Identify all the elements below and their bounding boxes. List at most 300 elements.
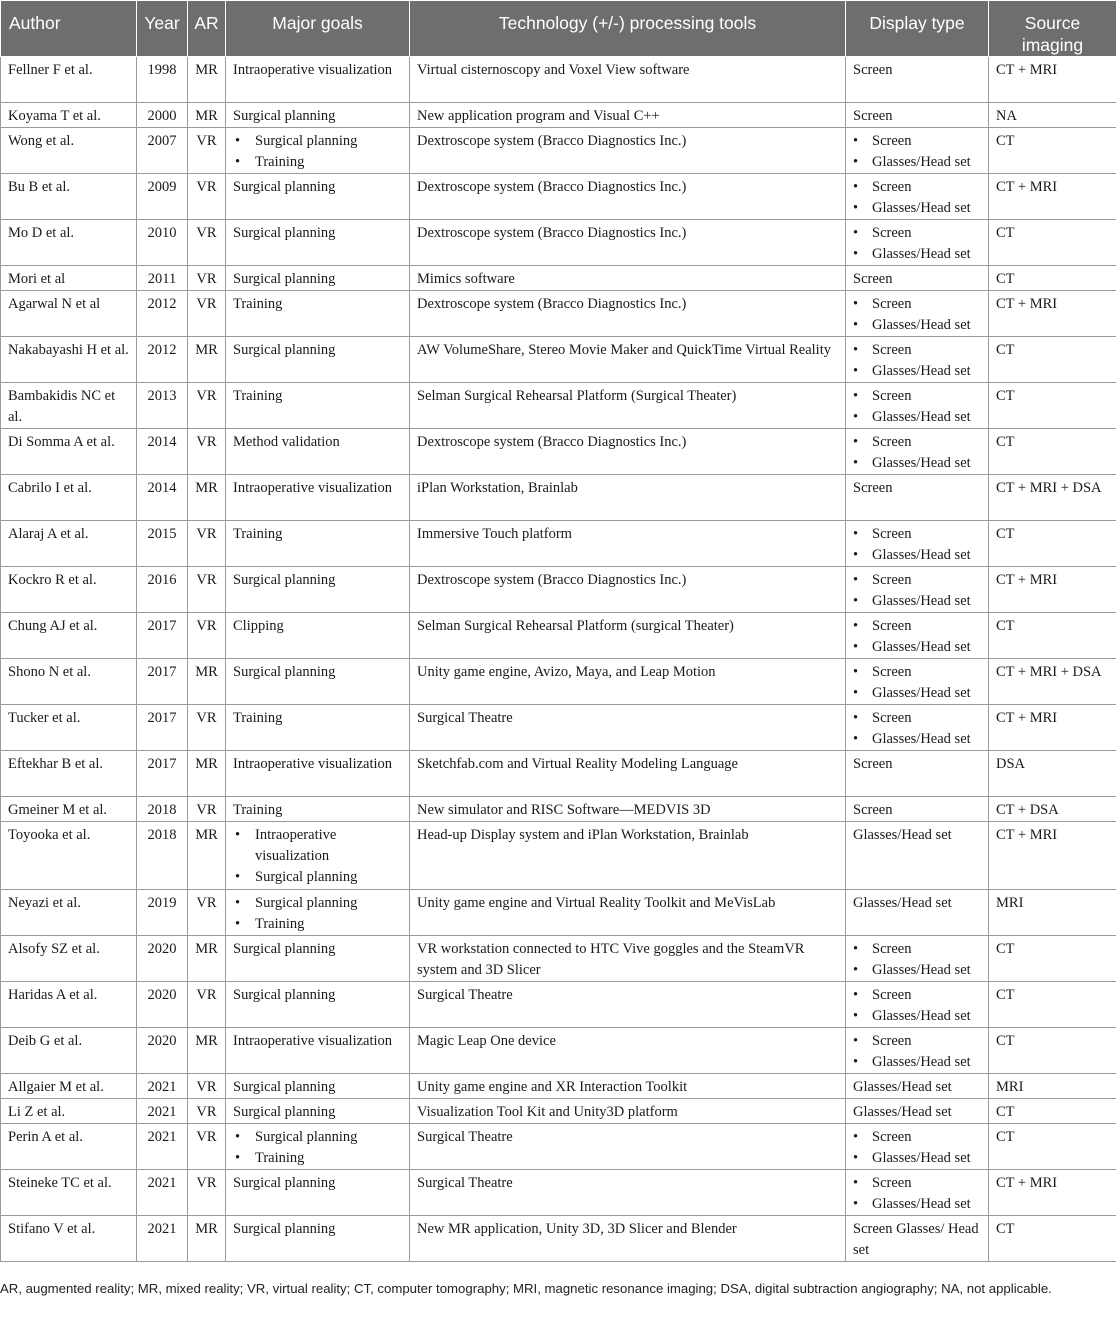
author-cell: Perin A et al.	[1, 1124, 137, 1170]
year-cell: 2011	[137, 266, 188, 291]
author-cell: Toyooka et al.	[1, 822, 137, 890]
ar-cell: VR	[188, 383, 226, 429]
technology-cell: Mimics software	[410, 266, 846, 291]
goals-cell	[226, 705, 410, 751]
author-cell: Shono N et al.	[1, 659, 137, 705]
table-row	[1, 890, 1116, 936]
ar-cell: VR	[188, 613, 226, 659]
header-ar: AR	[188, 1, 226, 57]
display-cell-list	[853, 1127, 982, 1169]
year-cell: 2021	[137, 1170, 188, 1216]
display-cell	[846, 57, 989, 103]
header-year: Year	[137, 1, 188, 57]
display-cell	[846, 291, 989, 337]
goals-cell	[226, 1124, 410, 1170]
table-row	[1, 1124, 1116, 1170]
table-row	[1, 174, 1116, 220]
display-cell	[846, 103, 989, 128]
source-cell: CT + DSA	[989, 797, 1116, 822]
goals-cell-item: • Surgical planning	[233, 131, 403, 152]
goals-cell	[226, 174, 410, 220]
author-cell: Alsofy SZ et al.	[1, 936, 137, 982]
table-row	[1, 266, 1116, 291]
display-cell	[846, 1074, 989, 1099]
year-cell: 2021	[137, 1216, 188, 1262]
ar-cell: VR	[188, 429, 226, 475]
technology-cell: VR workstation connected to HTC Vive goggles and the SteamVR system and 3D Slicer	[410, 936, 846, 982]
display-cell	[846, 220, 989, 266]
technology-cell: Unity game engine and Virtual Reality Toolkit and MeVisLab	[410, 890, 846, 936]
author-cell: Kockro R et al.	[1, 567, 137, 613]
display-cell-item: Screen	[853, 271, 893, 287]
table-row	[1, 103, 1116, 128]
goals-cell-item: Surgical planning	[233, 1221, 336, 1237]
display-cell	[846, 1028, 989, 1074]
technology-cell: New application program and Visual C++	[410, 103, 846, 128]
technology-cell: Dextroscope system (Bracco Diagnostics Inc.)	[410, 567, 846, 613]
table-row	[1, 659, 1116, 705]
goals-cell-item: Training	[233, 710, 283, 726]
ar-cell: MR	[188, 1216, 226, 1262]
display-cell-list	[853, 131, 982, 173]
author-cell: Alaraj A et al.	[1, 521, 137, 567]
goals-cell	[226, 103, 410, 128]
goals-cell-item: Surgical planning	[233, 271, 336, 287]
display-cell-item: • Glasses/Head set	[853, 453, 982, 474]
author-cell: Steineke TC et al.	[1, 1170, 137, 1216]
display-cell-item: • Glasses/Head set	[853, 637, 982, 658]
display-cell-item: • Screen	[853, 177, 982, 198]
goals-cell	[226, 475, 410, 521]
goals-cell-item: • Surgical planning	[233, 893, 403, 914]
year-cell: 2021	[137, 1099, 188, 1124]
technology-cell: Dextroscope system (Bracco Diagnostics Inc.)	[410, 128, 846, 174]
source-cell: CT	[989, 982, 1116, 1028]
table-row	[1, 822, 1116, 890]
goals-cell-item: Training	[233, 526, 283, 542]
technology-cell: Head-up Display system and iPlan Workstation, Brainlab	[410, 822, 846, 890]
technology-cell: Visualization Tool Kit and Unity3D platform	[410, 1099, 846, 1124]
year-cell: 2019	[137, 890, 188, 936]
display-cell-item: Glasses/Head set	[853, 827, 952, 843]
table-row	[1, 429, 1116, 475]
ar-cell: VR	[188, 1099, 226, 1124]
display-cell-item: • Glasses/Head set	[853, 152, 982, 173]
display-cell-item: Screen	[853, 480, 893, 496]
display-cell	[846, 822, 989, 890]
year-cell: 2021	[137, 1074, 188, 1099]
display-cell	[846, 337, 989, 383]
year-cell: 2015	[137, 521, 188, 567]
display-cell-item: Screen	[853, 62, 893, 78]
year-cell: 2020	[137, 936, 188, 982]
year-cell: 2007	[137, 128, 188, 174]
goals-cell	[226, 57, 410, 103]
display-cell-item: • Glasses/Head set	[853, 729, 982, 750]
author-cell: Allgaier M et al.	[1, 1074, 137, 1099]
goals-cell-item: • Training	[233, 152, 403, 173]
goals-cell-item: • Surgical planning	[233, 1127, 403, 1148]
year-cell: 2012	[137, 291, 188, 337]
year-cell: 2014	[137, 475, 188, 521]
ar-cell: VR	[188, 521, 226, 567]
display-cell-item: • Screen	[853, 432, 982, 453]
display-cell-item: • Glasses/Head set	[853, 198, 982, 219]
technology-cell: Dextroscope system (Bracco Diagnostics Inc.)	[410, 429, 846, 475]
display-cell-item: • Glasses/Head set	[853, 960, 982, 981]
table-row	[1, 128, 1116, 174]
ar-cell: MR	[188, 936, 226, 982]
author-cell: Haridas A et al.	[1, 982, 137, 1028]
goals-cell	[226, 1028, 410, 1074]
goals-cell	[226, 1074, 410, 1099]
display-cell-item: • Screen	[853, 985, 982, 1006]
display-cell-item: • Glasses/Head set	[853, 244, 982, 265]
display-cell	[846, 890, 989, 936]
goals-cell-list	[233, 825, 403, 888]
year-cell: 2018	[137, 822, 188, 890]
technology-cell: Selman Surgical Rehearsal Platform (Surgical Theater)	[410, 383, 846, 429]
technology-cell: Dextroscope system (Bracco Diagnostics Inc.)	[410, 174, 846, 220]
technology-cell: Dextroscope system (Bracco Diagnostics Inc.)	[410, 220, 846, 266]
technology-cell: Dextroscope system (Bracco Diagnostics Inc.)	[410, 291, 846, 337]
display-cell-item: • Screen	[853, 223, 982, 244]
goals-cell-item: Surgical planning	[233, 108, 336, 124]
goals-cell	[226, 220, 410, 266]
source-cell: CT	[989, 337, 1116, 383]
display-cell-list	[853, 432, 982, 474]
display-cell	[846, 613, 989, 659]
year-cell: 2017	[137, 613, 188, 659]
goals-cell-item: Surgical planning	[233, 572, 336, 588]
table-row	[1, 1028, 1116, 1074]
goals-cell-item: Surgical planning	[233, 987, 336, 1003]
table-row	[1, 57, 1116, 103]
author-cell: Bu B et al.	[1, 174, 137, 220]
display-cell	[846, 383, 989, 429]
goals-cell-item: Surgical planning	[233, 179, 336, 195]
year-cell: 2013	[137, 383, 188, 429]
goals-cell	[226, 567, 410, 613]
source-cell: CT + MRI	[989, 291, 1116, 337]
display-cell-item: • Glasses/Head set	[853, 1148, 982, 1169]
table-row	[1, 1099, 1116, 1124]
goals-cell-item: Surgical planning	[233, 664, 336, 680]
table-row	[1, 220, 1116, 266]
source-cell: CT	[989, 383, 1116, 429]
source-cell: CT + MRI + DSA	[989, 659, 1116, 705]
goals-cell	[226, 659, 410, 705]
technology-cell: Virtual cisternoscopy and Voxel View software	[410, 57, 846, 103]
source-cell: CT	[989, 266, 1116, 291]
ar-cell: VR	[188, 291, 226, 337]
source-cell: CT	[989, 521, 1116, 567]
goals-cell	[226, 1216, 410, 1262]
display-cell-item: Screen	[853, 108, 893, 124]
display-cell-item: • Glasses/Head set	[853, 683, 982, 704]
author-cell: Eftekhar B et al.	[1, 751, 137, 797]
display-cell	[846, 1124, 989, 1170]
display-cell-item: • Glasses/Head set	[853, 545, 982, 566]
technology-cell: New MR application, Unity 3D, 3D Slicer and Blender	[410, 1216, 846, 1262]
goals-cell-list	[233, 131, 403, 173]
goals-cell-item: Clipping	[233, 618, 284, 634]
source-cell: CT	[989, 1099, 1116, 1124]
display-cell	[846, 751, 989, 797]
goals-cell-item: • Intraoperative visualization	[233, 825, 403, 867]
display-cell	[846, 705, 989, 751]
display-cell	[846, 266, 989, 291]
header-major-goals: Major goals	[226, 1, 410, 57]
display-cell	[846, 982, 989, 1028]
display-cell-item: • Screen	[853, 1031, 982, 1052]
ar-cell: VR	[188, 567, 226, 613]
display-cell-list	[853, 223, 982, 265]
display-cell-item: • Glasses/Head set	[853, 407, 982, 428]
table-body	[1, 57, 1116, 1262]
technology-cell: Unity game engine, Avizo, Maya, and Leap Motion	[410, 659, 846, 705]
table-row	[1, 936, 1116, 982]
source-cell: CT	[989, 1124, 1116, 1170]
display-cell-item: Screen	[853, 756, 893, 772]
goals-cell-item: Training	[233, 802, 283, 818]
technology-cell: Selman Surgical Rehearsal Platform (surgical Theater)	[410, 613, 846, 659]
year-cell: 2000	[137, 103, 188, 128]
ar-cell: MR	[188, 103, 226, 128]
goals-cell	[226, 266, 410, 291]
source-cell: DSA	[989, 751, 1116, 797]
goals-cell	[226, 890, 410, 936]
display-cell	[846, 1216, 989, 1262]
source-cell: CT + MRI	[989, 57, 1116, 103]
display-cell-item: • Glasses/Head set	[853, 591, 982, 612]
display-cell-item: Glasses/Head set	[853, 1079, 952, 1095]
technology-cell: Surgical Theatre	[410, 1170, 846, 1216]
display-cell-item: • Screen	[853, 662, 982, 683]
goals-cell-item: Intraoperative visualization	[233, 756, 393, 772]
technology-cell: Surgical Theatre	[410, 982, 846, 1028]
display-cell-item: Glasses/Head set	[853, 1104, 952, 1120]
author-cell: Chung AJ et al.	[1, 613, 137, 659]
display-cell	[846, 797, 989, 822]
source-cell: MRI	[989, 890, 1116, 936]
display-cell-item: • Screen	[853, 708, 982, 729]
display-cell	[846, 659, 989, 705]
goals-cell	[226, 797, 410, 822]
ar-cell: VR	[188, 220, 226, 266]
author-cell: Fellner F et al.	[1, 57, 137, 103]
display-cell-item: • Glasses/Head set	[853, 1006, 982, 1027]
goals-cell	[226, 521, 410, 567]
technology-cell: Surgical Theatre	[410, 1124, 846, 1170]
source-cell: CT + MRI	[989, 822, 1116, 890]
ar-cell: MR	[188, 475, 226, 521]
goals-cell-item: Training	[233, 388, 283, 404]
author-cell: Gmeiner M et al.	[1, 797, 137, 822]
table-row	[1, 1216, 1116, 1262]
technology-cell: Surgical Theatre	[410, 705, 846, 751]
goals-cell-item: • Training	[233, 1148, 403, 1169]
ar-cell: VR	[188, 890, 226, 936]
header-row	[1, 1, 1116, 57]
table-footnote: AR, augmented reality; MR, mixed reality; VR, virtual reality; CT, computer tomography; MRI, magnetic resonance imaging; DSA, digital subtraction angiography; NA, not applicable.	[0, 1281, 1052, 1296]
ar-cell: MR	[188, 751, 226, 797]
goals-cell	[226, 128, 410, 174]
goals-cell-item: Intraoperative visualization	[233, 62, 393, 78]
goals-cell-item: Intraoperative visualization	[233, 1033, 393, 1049]
year-cell: 2021	[137, 1124, 188, 1170]
source-cell: CT	[989, 936, 1116, 982]
display-cell-list	[853, 524, 982, 566]
source-cell: CT + MRI	[989, 174, 1116, 220]
source-cell: CT	[989, 1028, 1116, 1074]
ar-cell: VR	[188, 1124, 226, 1170]
source-cell: CT	[989, 220, 1116, 266]
ar-cell: VR	[188, 266, 226, 291]
author-cell: Deib G et al.	[1, 1028, 137, 1074]
author-cell: Wong et al.	[1, 128, 137, 174]
goals-cell	[226, 822, 410, 890]
author-cell: Koyama T et al.	[1, 103, 137, 128]
author-cell: Mo D et al.	[1, 220, 137, 266]
ar-cell: VR	[188, 174, 226, 220]
goals-cell	[226, 383, 410, 429]
table-row	[1, 521, 1116, 567]
year-cell: 2016	[137, 567, 188, 613]
header-display-type: Display type	[846, 1, 989, 57]
display-cell-item: • Screen	[853, 386, 982, 407]
table-row	[1, 751, 1116, 797]
display-cell-list	[853, 939, 982, 981]
goals-cell	[226, 751, 410, 797]
year-cell: 2017	[137, 705, 188, 751]
display-cell-item: • Glasses/Head set	[853, 1194, 982, 1215]
author-cell: Cabrilo I et al.	[1, 475, 137, 521]
goals-cell	[226, 1099, 410, 1124]
year-cell: 2020	[137, 1028, 188, 1074]
display-cell	[846, 567, 989, 613]
goals-cell	[226, 291, 410, 337]
goals-cell-item: Surgical planning	[233, 342, 336, 358]
author-cell: Neyazi et al.	[1, 890, 137, 936]
source-cell: MRI	[989, 1074, 1116, 1099]
technology-cell: Immersive Touch platform	[410, 521, 846, 567]
goals-cell-list	[233, 893, 403, 935]
display-cell-item: • Screen	[853, 570, 982, 591]
display-cell-item: • Screen	[853, 939, 982, 960]
author-cell: Nakabayashi H et al.	[1, 337, 137, 383]
display-cell-list	[853, 294, 982, 336]
source-cell: CT	[989, 1216, 1116, 1262]
ar-cell: MR	[188, 1028, 226, 1074]
display-cell-item: • Screen	[853, 340, 982, 361]
goals-cell-item: • Surgical planning	[233, 867, 403, 888]
author-cell: Agarwal N et al	[1, 291, 137, 337]
ar-cell: VR	[188, 982, 226, 1028]
display-cell-list	[853, 340, 982, 382]
display-cell-list	[853, 985, 982, 1027]
table-row	[1, 613, 1116, 659]
source-cell: CT	[989, 613, 1116, 659]
display-cell	[846, 1099, 989, 1124]
display-cell-item: • Screen	[853, 131, 982, 152]
author-cell: Mori et al	[1, 266, 137, 291]
display-cell-list	[853, 662, 982, 704]
display-cell-item: • Screen	[853, 1127, 982, 1148]
display-cell	[846, 429, 989, 475]
display-cell-item: • Glasses/Head set	[853, 361, 982, 382]
year-cell: 2017	[137, 751, 188, 797]
display-cell-item: • Screen	[853, 294, 982, 315]
goals-cell-item: Surgical planning	[233, 1079, 336, 1095]
year-cell: 2018	[137, 797, 188, 822]
goals-cell-item: Surgical planning	[233, 225, 336, 241]
display-cell-item: • Glasses/Head set	[853, 1052, 982, 1073]
display-cell-list	[853, 708, 982, 750]
header-technology: Technology (+/-) processing tools	[410, 1, 846, 57]
display-cell-list	[853, 177, 982, 219]
author-cell: Tucker et al.	[1, 705, 137, 751]
source-cell: CT + MRI	[989, 705, 1116, 751]
source-cell: CT + MRI	[989, 1170, 1116, 1216]
header-author: Author	[1, 1, 137, 57]
technology-cell: Sketchfab.com and Virtual Reality Modeling Language	[410, 751, 846, 797]
display-cell-item: • Screen	[853, 1173, 982, 1194]
table-row	[1, 383, 1116, 429]
table-row	[1, 1170, 1116, 1216]
display-cell-item: Screen	[853, 802, 893, 818]
table-row	[1, 1074, 1116, 1099]
ar-cell: MR	[188, 337, 226, 383]
table-row	[1, 337, 1116, 383]
display-cell	[846, 521, 989, 567]
table-row	[1, 797, 1116, 822]
ar-cell: VR	[188, 797, 226, 822]
display-cell	[846, 1170, 989, 1216]
year-cell: 2009	[137, 174, 188, 220]
technology-cell: iPlan Workstation, Brainlab	[410, 475, 846, 521]
display-cell-item: Glasses/Head set	[853, 895, 952, 911]
ar-cell: VR	[188, 128, 226, 174]
header-source-imaging: Source imaging	[989, 1, 1116, 57]
display-cell-item: Screen Glasses/ Head set	[853, 1221, 979, 1258]
ar-cell: VR	[188, 705, 226, 751]
display-cell-item: • Screen	[853, 616, 982, 637]
goals-cell-item: Surgical planning	[233, 941, 336, 957]
table-row	[1, 705, 1116, 751]
display-cell-list	[853, 570, 982, 612]
year-cell: 1998	[137, 57, 188, 103]
display-cell	[846, 128, 989, 174]
year-cell: 2012	[137, 337, 188, 383]
ar-cell: MR	[188, 57, 226, 103]
table-row	[1, 982, 1116, 1028]
ar-cell: MR	[188, 659, 226, 705]
display-cell-item: • Screen	[853, 524, 982, 545]
ar-cell: VR	[188, 1074, 226, 1099]
year-cell: 2020	[137, 982, 188, 1028]
goals-cell	[226, 429, 410, 475]
goals-cell-item: Surgical planning	[233, 1104, 336, 1120]
goals-cell-list	[233, 1127, 403, 1169]
goals-cell-item: Intraoperative visualization	[233, 480, 393, 496]
goals-cell-item: • Training	[233, 914, 403, 935]
display-cell	[846, 475, 989, 521]
author-cell: Bambakidis NC et al.	[1, 383, 137, 429]
goals-cell	[226, 1170, 410, 1216]
table-row	[1, 475, 1116, 521]
table-row	[1, 291, 1116, 337]
